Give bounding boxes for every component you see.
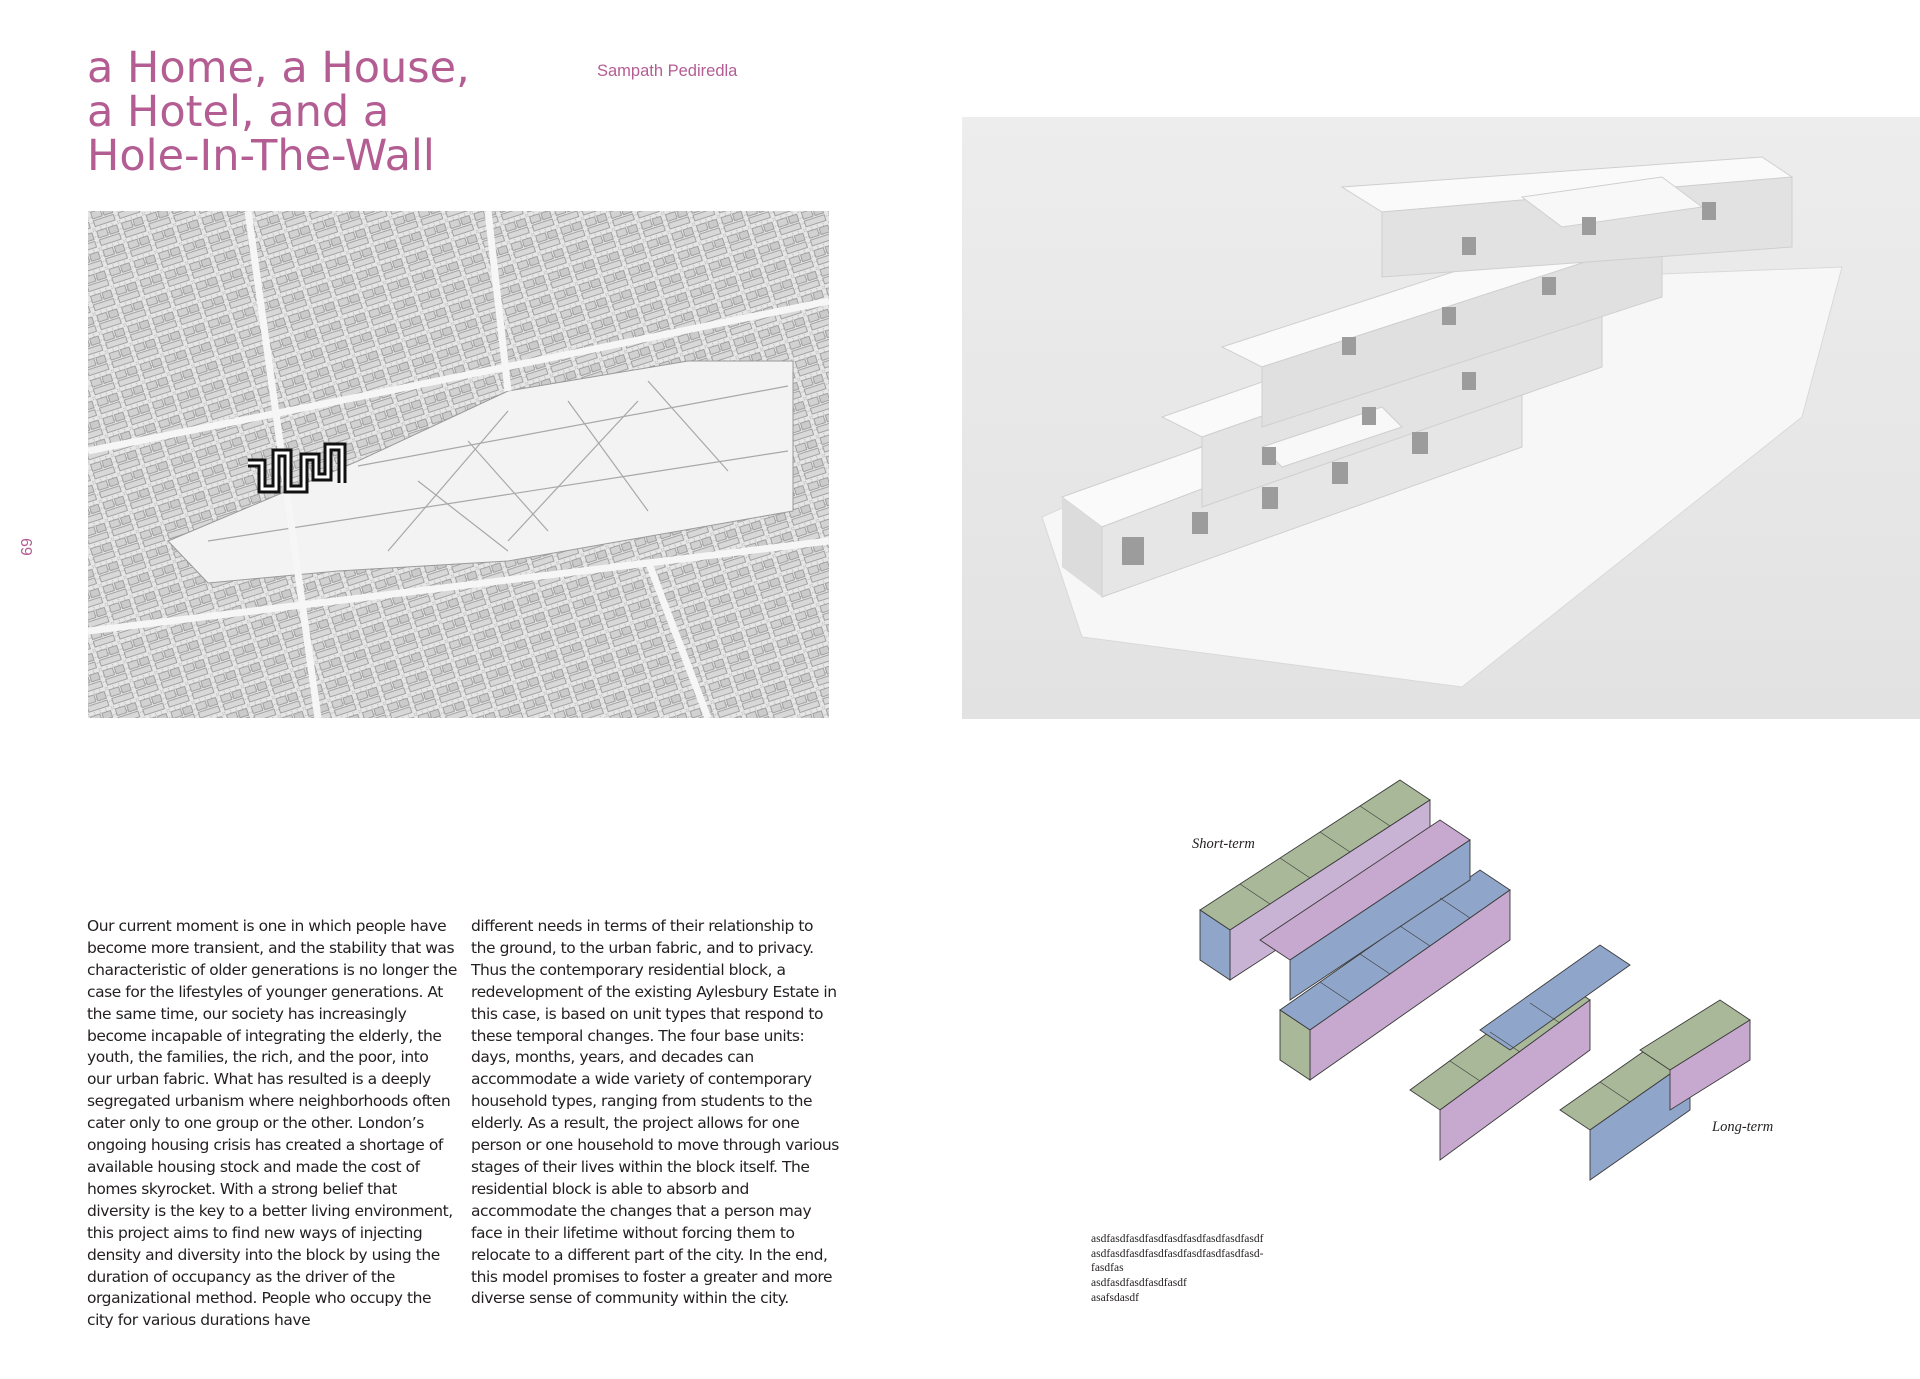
long-term-label: Long-term bbox=[1712, 1119, 1774, 1135]
page-title: a Home, a House, a Hotel, and a Hole-In-The-Wall bbox=[87, 43, 470, 181]
unit-duration-diagram bbox=[1180, 760, 1780, 1200]
model-photo bbox=[962, 117, 1920, 719]
page-number: 69 bbox=[17, 538, 34, 556]
caption-line: asafsdasdf bbox=[1091, 1291, 1139, 1304]
author-name: Sampath Pediredla bbox=[597, 62, 738, 80]
site-plan-map bbox=[88, 211, 829, 718]
caption-line: asdfasdfasdfasdfasdf bbox=[1091, 1277, 1187, 1290]
diagram-caption bbox=[1091, 1232, 1331, 1306]
diagram-bars bbox=[1200, 780, 1750, 1180]
map-drawing bbox=[88, 211, 829, 718]
model-photo-drawing bbox=[962, 117, 1920, 719]
body-text-column-1: Our current moment is one in which people have become more transient, and the stability that was characteristic of older generations is no longer the case for the lifestyles of younger generations. At the same time, our society has increasingly become incapable of integrating the elderly, the youth, the families, the rich, and the poor, into our urban fabric. What has resulted is a deeply segregated urbanism where neighborhoods often cater only to one group or the other. London’s ongoing housing crisis has created a shortage of available housing stock and made the cost of homes skyrocket. With a strong belief that diversity is the key to a better living environment, this project aims to find new ways of injecting density and diversity into the block by using the duration of occupancy as the driver of the organizational method. People who occupy the city for various durations have bbox=[87, 917, 457, 1330]
axonometric-drawing bbox=[1180, 760, 1780, 1200]
caption-line: asdfasdfasdfasdfasdfasdfasdfasdfasdf bbox=[1091, 1233, 1264, 1245]
body-text-column-2: different needs in terms of their relationship to the ground, to the urban fabric, and to privacy. Thus the contemporary residential block, a redevelopment of the existing Aylesbury Estate in this case, is based on unit types that respond to these temporal changes. The four base units: days, months, years, and decades can accommodate a wide variety of contemporary household types, ranging from students to the elderly. As a result, the project allows for one person or one household to move through various stages of their lives within the block itself. The residential block is able to absorb and accommodate the changes that a person may face in their lifetime without forcing them to relocate to a different part of the city. In the end, this model promises to foster a greater and more diverse sense of community within the city. bbox=[471, 917, 839, 1308]
caption-line: fasdfas bbox=[1091, 1262, 1124, 1275]
caption-line: asdfasdfasdfasdfasdfasdfasdfasdfasd- bbox=[1091, 1247, 1264, 1260]
short-term-label: Short-term bbox=[1192, 836, 1255, 852]
